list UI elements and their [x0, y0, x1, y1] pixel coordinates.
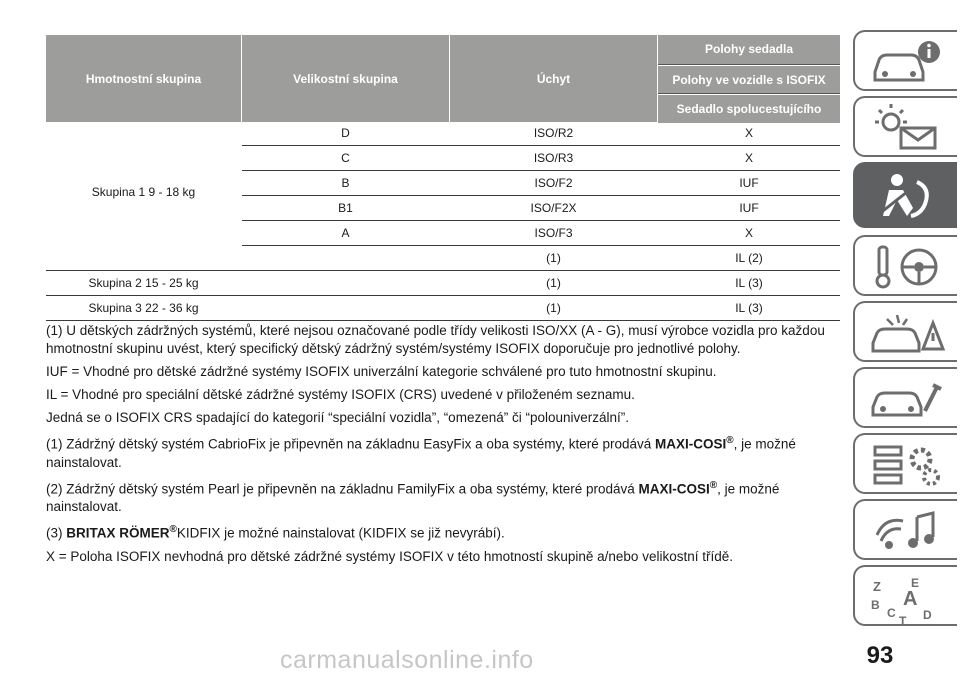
cell-value: IL (2) — [735, 251, 763, 265]
note-footnote-1 — [46, 432, 846, 472]
cell-value: IL (3) — [735, 276, 763, 290]
table-row — [46, 146, 840, 170]
cell-size: A — [341, 226, 350, 240]
tab-warning-lights[interactable] — [853, 96, 957, 157]
note-text: (3) — [46, 525, 67, 541]
brand-name: MAXI-COSI — [655, 436, 727, 452]
registered-mark: ® — [709, 479, 718, 491]
table-header — [46, 35, 840, 122]
alphabet-index-icon — [867, 573, 947, 625]
svg-text:B: B — [871, 598, 880, 612]
car-accident-icon — [867, 309, 947, 357]
tab-gear-specs[interactable] — [853, 433, 957, 494]
table-row — [46, 221, 840, 245]
header-divider — [658, 64, 840, 65]
header-isofix-positions: Polohy ve vozidle s ISOFIX — [658, 65, 840, 94]
svg-text:A: A — [903, 588, 918, 610]
cell-value: X — [744, 151, 753, 165]
key-steering-icon — [867, 243, 947, 291]
group1-mass-label: Skupina 1 9 - 18 kg — [91, 185, 196, 199]
note-text: (1) Zádržný dětský systém CabrioFix je připevněn na základnu EasyFix a oba systémy, které prodává — [46, 436, 656, 452]
header-fixture: Úchyt — [450, 35, 657, 122]
table-row — [46, 246, 840, 270]
note-footnote-3 — [46, 521, 846, 543]
brand-name: BRITAX RÖMER — [66, 525, 170, 541]
cell-mass: Skupina 2 15 - 25 kg — [88, 276, 199, 290]
car-service-icon — [867, 375, 947, 423]
note-x: X = Poloha ISOFIX nevhodná pro dětské zádržné systémy ISOFIX v této hmotností skupině a/nebo velikostní třídě. — [46, 548, 733, 564]
cell-value: X — [744, 226, 753, 240]
tab-car-info[interactable] — [853, 30, 957, 91]
header-seat-positions: Polohy sedadla — [658, 35, 840, 63]
header-seat-positions-block — [658, 35, 840, 122]
isofix-table — [46, 35, 840, 315]
header-mass-group: Hmotnostní skupina — [46, 35, 241, 122]
registered-mark: ® — [726, 435, 734, 446]
cell-size — [242, 296, 449, 320]
header-passenger-seat: Sedadlo spolucestujícího — [658, 94, 840, 123]
cell-size: B — [341, 176, 350, 190]
svg-text:T: T — [899, 614, 907, 625]
cell-size: B1 — [338, 201, 353, 215]
car-info-icon — [867, 38, 947, 86]
note-text: (2) Zádržný dětský systém Pearl je připevněn na základnu FamilyFix a oba systémy, které prodává — [46, 481, 639, 496]
table-row — [46, 171, 840, 195]
svg-text:D: D — [923, 608, 932, 622]
note-text: , je možné nainstalovat. — [46, 481, 780, 514]
header-divider — [658, 93, 840, 94]
header-size-group: Velikostní skupina — [242, 35, 449, 122]
table-row — [46, 296, 840, 320]
table-bottom-border — [46, 320, 840, 321]
tab-key-steering[interactable] — [853, 235, 957, 296]
cell-value: IL (3) — [735, 301, 763, 315]
table-row — [46, 121, 840, 145]
cell-fixture: ISO/F2 — [534, 176, 573, 190]
note-footnote-2 — [46, 477, 846, 517]
svg-text:Z: Z — [873, 579, 881, 594]
cell-fixture: ISO/F2X — [530, 201, 577, 215]
page-number: 93 — [866, 642, 894, 669]
cell-fixture: ISO/R3 — [533, 151, 574, 165]
registered-mark: ® — [169, 524, 177, 535]
note-categories: Jedná se o ISOFIX CRS spadající do kategorií “speciální vozidla”, “omezená” či “polouniverzální”. — [46, 410, 630, 425]
cell-fixture: (1) — [546, 301, 561, 315]
cell-fixture: ISO/F3 — [534, 226, 573, 240]
cell-fixture: (1) — [546, 276, 561, 290]
cell-value: IUF — [739, 176, 759, 190]
brand-name: MAXI-COSI — [638, 481, 710, 496]
tab-multimedia[interactable] — [853, 499, 957, 560]
cell-size — [242, 271, 449, 295]
watermark: carmanualsonline.info — [280, 646, 534, 674]
svg-text:C: C — [887, 606, 896, 620]
note-iuf: IUF = Vhodné pro dětské zádržné systémy ISOFIX univerzální kategorie schválené pro tuto hmotnostní skupinu. — [46, 364, 717, 379]
tab-alphabet-index[interactable] — [853, 565, 957, 626]
tab-car-accident[interactable] — [853, 301, 957, 362]
note-text: , je možné nainstalovat. — [46, 436, 796, 470]
warning-lights-icon — [867, 104, 947, 152]
tab-car-service[interactable] — [853, 367, 957, 428]
note-text: KIDFIX je možné nainstalovat (KIDFIX se již nevyrábí). — [176, 525, 505, 541]
multimedia-icon — [867, 507, 947, 555]
table-notes — [46, 322, 846, 571]
cell-fixture: ISO/R2 — [533, 126, 574, 140]
cell-size — [242, 246, 449, 270]
table-row — [46, 271, 840, 295]
seat-safety-icon — [867, 170, 947, 222]
note-il: IL = Vhodné pro speciální dětské zádržné systémy ISOFIX (CRS) uvedené v přiloženém seznamu. — [46, 387, 635, 402]
note-1: (1) U dětských zádržných systémů, které nejsou označované podle třídy velikosti ISO/XX (A - G), musí výrobce vozidla pro každou hmotnostní skupinu uvést, který specifický dětský zádržný systém/systémy ISOFIX doporučuje pro jednotlivé polohy. — [46, 323, 825, 356]
table-row — [46, 196, 840, 220]
cell-size: C — [341, 151, 350, 165]
cell-fixture: (1) — [546, 251, 561, 265]
gear-specs-icon — [867, 441, 947, 489]
cell-value: X — [744, 126, 753, 140]
svg-text:E: E — [911, 576, 920, 590]
cell-size: D — [341, 126, 350, 140]
cell-value: IUF — [739, 201, 759, 215]
tab-seat-safety[interactable] — [853, 162, 957, 228]
cell-mass: Skupina 3 22 - 36 kg — [88, 301, 199, 315]
